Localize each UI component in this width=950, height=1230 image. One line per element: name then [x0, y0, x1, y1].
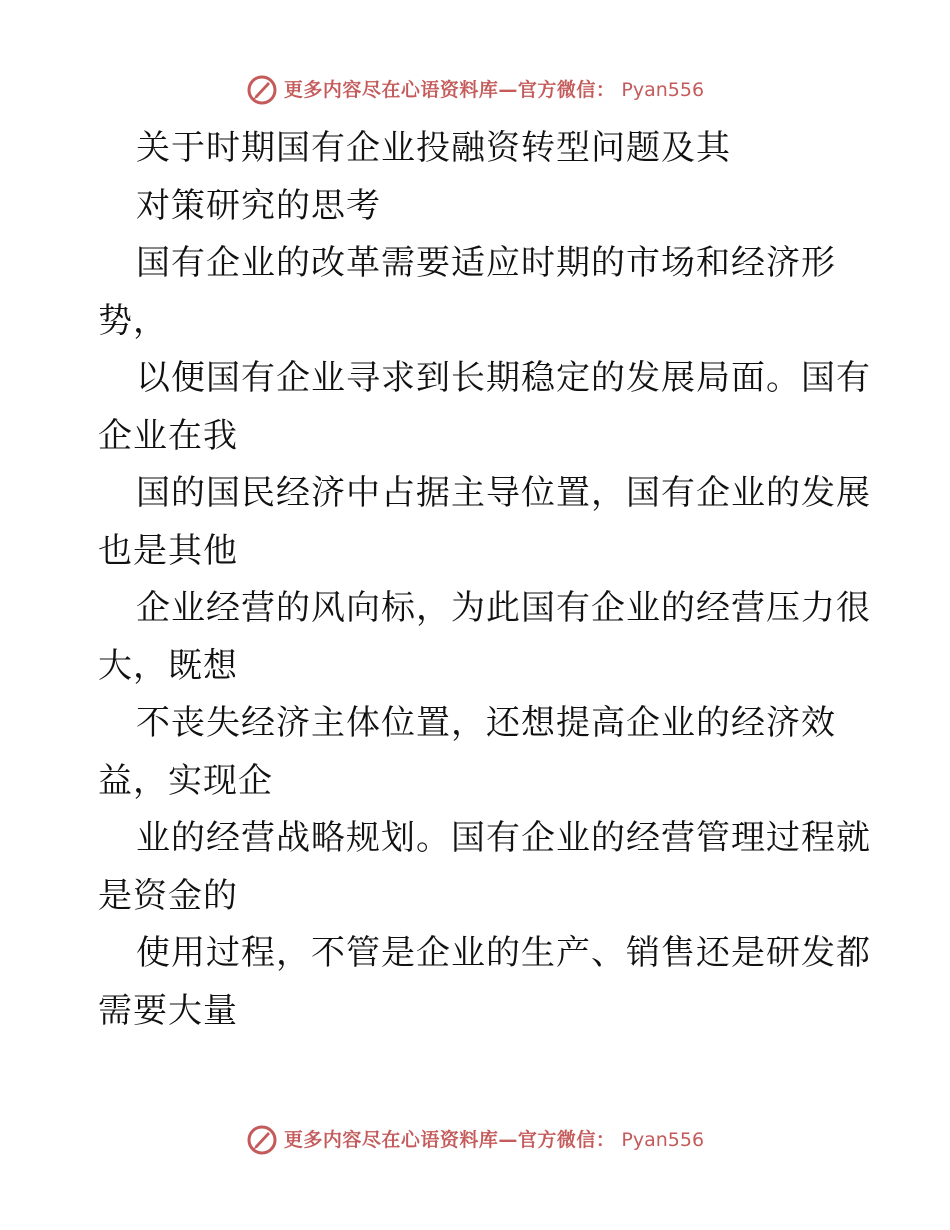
watermark-text: 更多内容尽在心语资料库—官方微信： — [283, 78, 616, 101]
text-line: 是资金的 — [98, 875, 238, 916]
watermark-wechat-id: Pyan556 — [621, 1128, 705, 1151]
watermark-wechat-id: Pyan556 — [621, 78, 705, 101]
footer-watermark — [0, 1120, 950, 1160]
text-line: 使用过程，不管是企业的生产、销售还是研发都 — [136, 933, 871, 973]
text-line: 以便国有企业寻求到长期稳定的发展局面。国有 — [136, 358, 871, 398]
text-line: 益，实现企 — [98, 760, 273, 801]
text-line: 国有企业的改革需要适应时期的市场和经济形 — [136, 243, 836, 283]
header-watermark — [0, 70, 950, 110]
text-line: 大，既想 — [98, 645, 238, 686]
document-body — [98, 120, 871, 1040]
text-line: 企业经营的风向标，为此国有企业的经营压力很 — [136, 588, 871, 628]
text-line: 国的国民经济中占据主导位置，国有企业的发展 — [136, 473, 871, 513]
text-line: 企业在我 — [98, 415, 238, 456]
watermark-text: 更多内容尽在心语资料库—官方微信： — [283, 1128, 616, 1151]
text-line: 对策研究的思考 — [136, 185, 381, 226]
text-line: 业的经营战略规划。国有企业的经营管理过程就 — [136, 818, 871, 858]
quill-emblem-icon — [246, 1124, 278, 1156]
text-line: 不丧失经济主体位置，还想提高企业的经济效 — [136, 703, 836, 743]
text-line: 势， — [98, 300, 168, 341]
quill-emblem-icon — [246, 74, 278, 106]
text-line: 关于时期国有企业投融资转型问题及其 — [136, 128, 731, 168]
text-line: 也是其他 — [98, 530, 238, 571]
text-line: 需要大量 — [98, 990, 238, 1031]
